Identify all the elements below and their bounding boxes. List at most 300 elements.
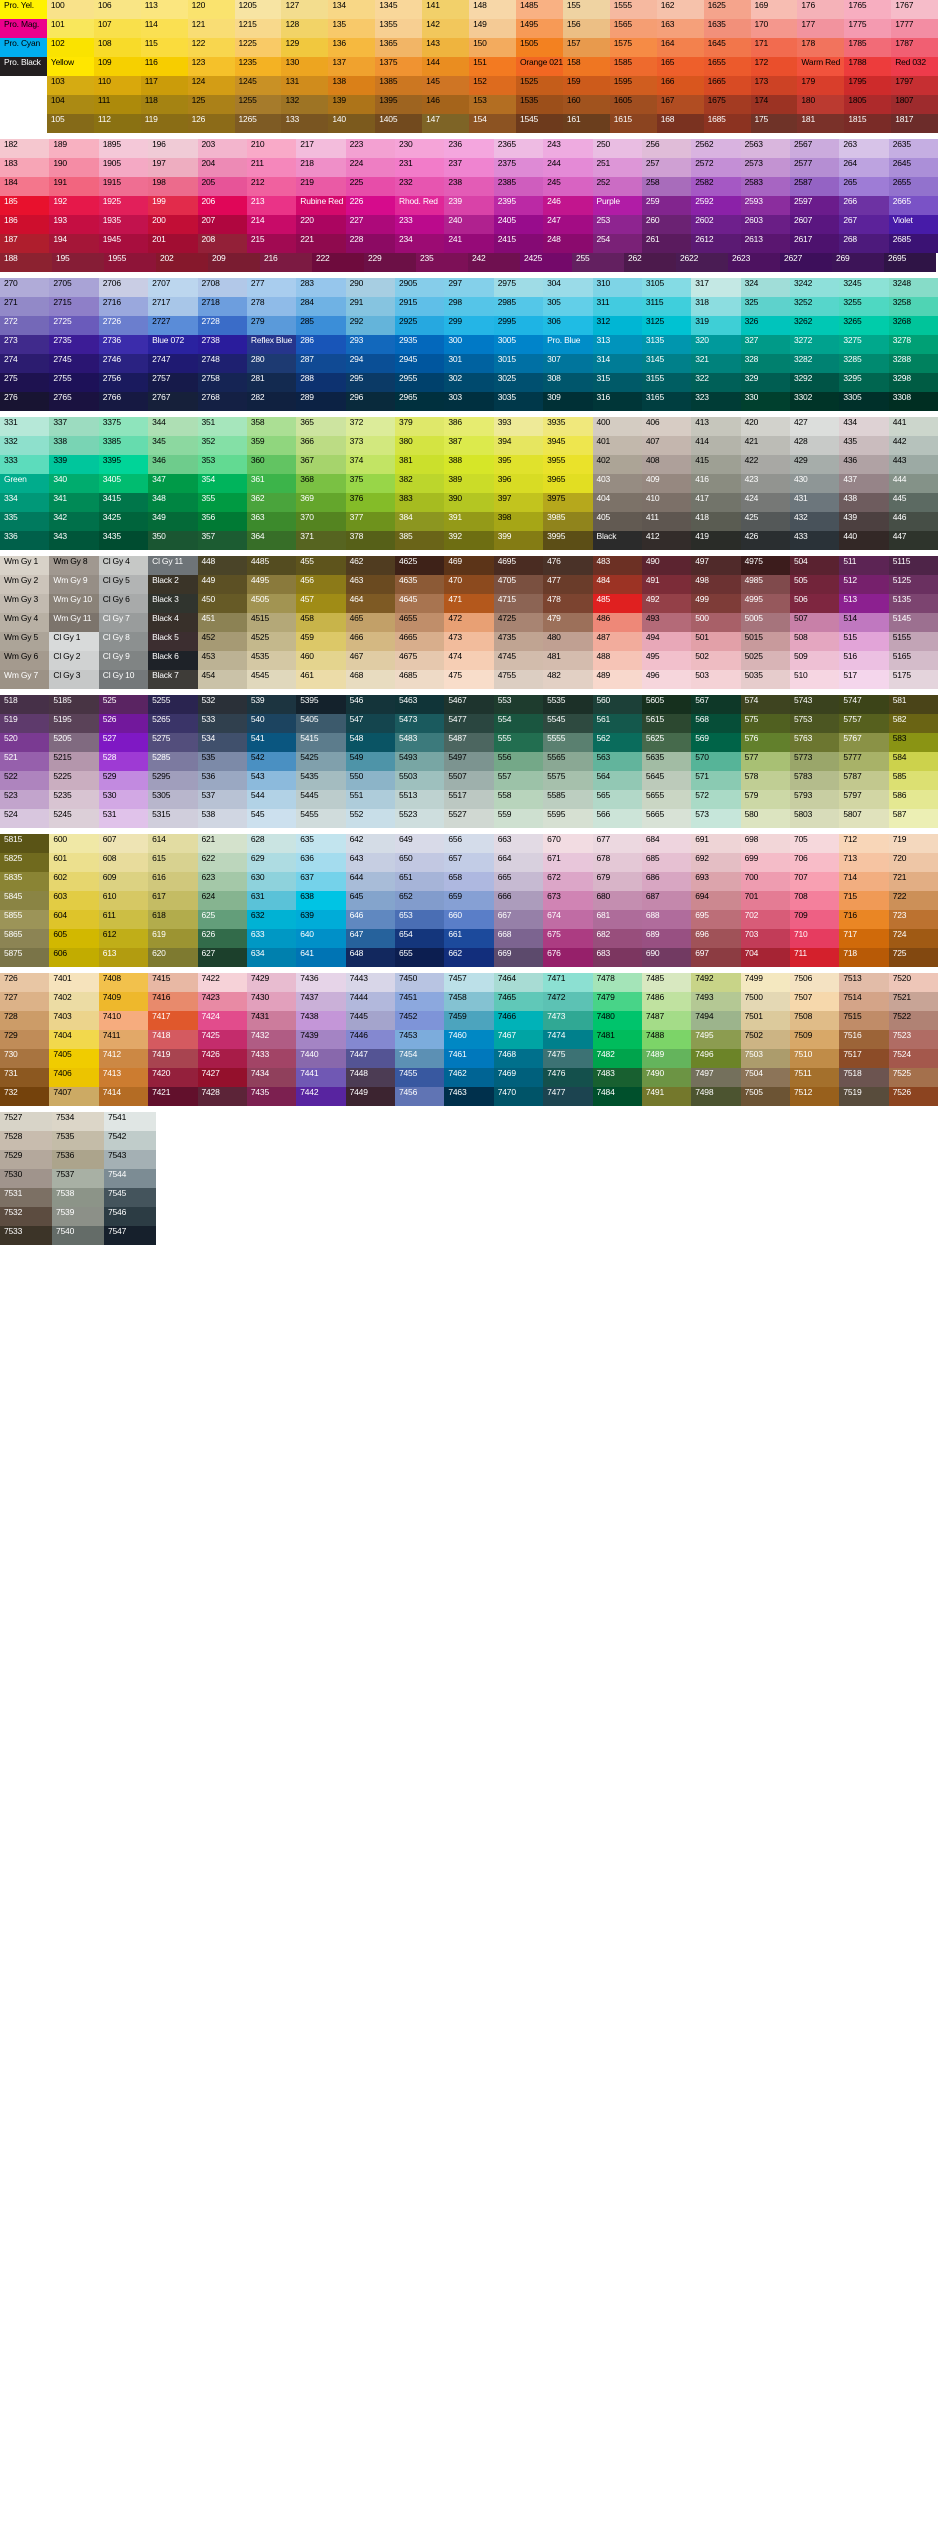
swatch-4695[interactable] <box>494 556 543 575</box>
swatch-2726[interactable] <box>99 316 148 335</box>
swatch-610[interactable] <box>99 891 148 910</box>
swatch-276[interactable] <box>0 392 49 411</box>
swatch-3975[interactable] <box>543 493 592 512</box>
swatch-7493[interactable] <box>691 992 740 1011</box>
swatch-wm-gy-7[interactable] <box>0 670 49 689</box>
swatch-299[interactable] <box>444 316 493 335</box>
swatch-423[interactable] <box>741 474 790 493</box>
swatch-7410[interactable] <box>99 1011 148 1030</box>
swatch-2736[interactable] <box>99 335 148 354</box>
swatch-490[interactable] <box>642 556 691 575</box>
swatch-297[interactable] <box>444 278 493 297</box>
swatch-3305[interactable] <box>839 392 888 411</box>
swatch-628[interactable] <box>247 834 296 853</box>
swatch-5655[interactable] <box>642 790 691 809</box>
swatch-7448[interactable] <box>346 1068 395 1087</box>
swatch-151[interactable] <box>469 57 516 76</box>
swatch-188[interactable] <box>0 253 52 272</box>
swatch-4635[interactable] <box>395 575 444 594</box>
swatch-571[interactable] <box>691 771 740 790</box>
swatch-349[interactable] <box>148 512 197 531</box>
swatch-7403[interactable] <box>49 1011 98 1030</box>
swatch-705[interactable] <box>790 834 839 853</box>
swatch-7402[interactable] <box>49 992 98 1011</box>
swatch-2945[interactable] <box>395 354 444 373</box>
swatch-168[interactable] <box>657 114 704 133</box>
swatch-3272[interactable] <box>790 335 839 354</box>
swatch-501[interactable] <box>691 632 740 651</box>
swatch-316[interactable] <box>593 392 642 411</box>
swatch-308[interactable] <box>543 373 592 392</box>
swatch-7508[interactable] <box>790 1011 839 1030</box>
swatch-352[interactable] <box>198 436 247 455</box>
swatch-7444[interactable] <box>346 992 395 1011</box>
swatch-677[interactable] <box>593 834 642 853</box>
swatch-201[interactable] <box>148 234 197 253</box>
swatch-376[interactable] <box>346 493 395 512</box>
swatch-450[interactable] <box>198 594 247 613</box>
swatch-162[interactable] <box>657 0 704 19</box>
swatch-514[interactable] <box>839 613 888 632</box>
swatch-1615[interactable] <box>610 114 657 133</box>
swatch-7429[interactable] <box>247 973 296 992</box>
swatch-268[interactable] <box>839 234 888 253</box>
swatch-696[interactable] <box>691 929 740 948</box>
swatch-7542[interactable] <box>104 1131 156 1150</box>
swatch-7544[interactable] <box>104 1169 156 1188</box>
swatch-7417[interactable] <box>148 1011 197 1030</box>
swatch-561[interactable] <box>593 714 642 733</box>
swatch-342[interactable] <box>49 512 98 531</box>
swatch-7418[interactable] <box>148 1030 197 1049</box>
swatch-645[interactable] <box>346 891 395 910</box>
swatch-173[interactable] <box>751 76 798 95</box>
swatch-7408[interactable] <box>99 973 148 992</box>
swatch-2925[interactable] <box>395 316 444 335</box>
swatch-716[interactable] <box>839 910 888 929</box>
swatch-7422[interactable] <box>198 973 247 992</box>
swatch-425[interactable] <box>741 512 790 531</box>
swatch-289[interactable] <box>296 392 345 411</box>
swatch-7513[interactable] <box>839 973 888 992</box>
swatch-459[interactable] <box>296 632 345 651</box>
swatch-1795[interactable] <box>844 76 891 95</box>
swatch-2562[interactable] <box>691 139 740 158</box>
swatch-300[interactable] <box>444 335 493 354</box>
swatch-701[interactable] <box>741 891 790 910</box>
swatch-1625[interactable] <box>704 0 751 19</box>
swatch-437[interactable] <box>839 474 888 493</box>
swatch-706[interactable] <box>790 853 839 872</box>
swatch-444[interactable] <box>889 474 938 493</box>
swatch-639[interactable] <box>296 910 345 929</box>
swatch-4675[interactable] <box>395 651 444 670</box>
swatch-7512[interactable] <box>790 1087 839 1106</box>
swatch-627[interactable] <box>198 948 247 967</box>
swatch-405[interactable] <box>593 512 642 531</box>
swatch-337[interactable] <box>49 417 98 436</box>
swatch-5513[interactable] <box>395 790 444 809</box>
swatch-2747[interactable] <box>148 354 197 373</box>
swatch-307[interactable] <box>543 354 592 373</box>
swatch-7505[interactable] <box>741 1087 790 1106</box>
swatch-4995[interactable] <box>741 594 790 613</box>
swatch-686[interactable] <box>642 872 691 891</box>
swatch-5575[interactable] <box>543 771 592 790</box>
swatch-680[interactable] <box>593 891 642 910</box>
swatch-5555[interactable] <box>543 733 592 752</box>
swatch-174[interactable] <box>751 95 798 114</box>
swatch-5477[interactable] <box>444 714 493 733</box>
swatch-570[interactable] <box>691 752 740 771</box>
swatch-3288[interactable] <box>889 354 938 373</box>
swatch-209[interactable] <box>208 253 260 272</box>
swatch-cl-gy-8[interactable] <box>99 632 148 651</box>
swatch-1405[interactable] <box>375 114 422 133</box>
swatch-7461[interactable] <box>444 1049 493 1068</box>
swatch-7525[interactable] <box>889 1068 938 1087</box>
swatch-7427[interactable] <box>198 1068 247 1087</box>
swatch-722[interactable] <box>889 891 938 910</box>
swatch-252[interactable] <box>593 177 642 196</box>
swatch-2627[interactable] <box>780 253 832 272</box>
swatch-7421[interactable] <box>148 1087 197 1106</box>
swatch-451[interactable] <box>198 613 247 632</box>
swatch-159[interactable] <box>563 76 610 95</box>
swatch-7494[interactable] <box>691 1011 740 1030</box>
swatch-2935[interactable] <box>395 335 444 354</box>
swatch-415[interactable] <box>691 455 740 474</box>
swatch-wm-gy-1[interactable] <box>0 556 49 575</box>
swatch-196[interactable] <box>148 139 197 158</box>
swatch-7416[interactable] <box>148 992 197 1011</box>
swatch-234[interactable] <box>395 234 444 253</box>
swatch-690[interactable] <box>642 948 691 967</box>
swatch-pro-black[interactable] <box>0 57 47 76</box>
swatch-216[interactable] <box>260 253 312 272</box>
swatch-442[interactable] <box>889 436 938 455</box>
swatch-wm-gy-6[interactable] <box>0 651 49 670</box>
swatch-7407[interactable] <box>49 1087 98 1106</box>
swatch-721[interactable] <box>889 872 938 891</box>
swatch-2587[interactable] <box>790 177 839 196</box>
swatch-7466[interactable] <box>494 1011 543 1030</box>
swatch-7539[interactable] <box>52 1207 104 1226</box>
swatch-138[interactable] <box>328 76 375 95</box>
swatch-4755[interactable] <box>494 670 543 689</box>
swatch-367[interactable] <box>296 455 345 474</box>
swatch-5625[interactable] <box>642 733 691 752</box>
swatch-5285[interactable] <box>148 752 197 771</box>
swatch-473[interactable] <box>444 632 493 651</box>
swatch-1655[interactable] <box>704 57 751 76</box>
swatch-7460[interactable] <box>444 1030 493 1049</box>
swatch-2617[interactable] <box>790 234 839 253</box>
swatch-474[interactable] <box>444 651 493 670</box>
swatch-580[interactable] <box>741 809 790 828</box>
swatch-491[interactable] <box>642 575 691 594</box>
swatch-7501[interactable] <box>741 1011 790 1030</box>
swatch-245[interactable] <box>543 177 592 196</box>
swatch-3245[interactable] <box>839 278 888 297</box>
swatch-black-5[interactable] <box>148 632 197 651</box>
swatch-3298[interactable] <box>889 373 938 392</box>
swatch-1805[interactable] <box>844 95 891 114</box>
swatch-7467[interactable] <box>494 1030 543 1049</box>
swatch-7455[interactable] <box>395 1068 444 1087</box>
swatch-194[interactable] <box>49 234 98 253</box>
swatch-603[interactable] <box>49 891 98 910</box>
swatch-426[interactable] <box>741 531 790 550</box>
swatch-2602[interactable] <box>691 215 740 234</box>
swatch-7502[interactable] <box>741 1030 790 1049</box>
swatch-260[interactable] <box>642 215 691 234</box>
swatch-317[interactable] <box>691 278 740 297</box>
swatch-331[interactable] <box>0 417 49 436</box>
swatch-167[interactable] <box>657 95 704 114</box>
swatch-222[interactable] <box>312 253 364 272</box>
swatch-5665[interactable] <box>642 809 691 828</box>
swatch-372[interactable] <box>346 417 395 436</box>
swatch-7420[interactable] <box>148 1068 197 1087</box>
swatch-3302[interactable] <box>790 392 839 411</box>
swatch-178[interactable] <box>797 38 844 57</box>
swatch-155[interactable] <box>563 0 610 19</box>
swatch-5473[interactable] <box>395 714 444 733</box>
swatch-719[interactable] <box>889 834 938 853</box>
swatch-707[interactable] <box>790 872 839 891</box>
swatch-2645[interactable] <box>889 158 938 177</box>
swatch-295[interactable] <box>346 373 395 392</box>
swatch-7535[interactable] <box>52 1131 104 1150</box>
swatch-600[interactable] <box>49 834 98 853</box>
swatch-657[interactable] <box>444 853 493 872</box>
swatch-wm-gy-4[interactable] <box>0 613 49 632</box>
swatch-653[interactable] <box>395 910 444 929</box>
swatch-5743[interactable] <box>790 695 839 714</box>
swatch-217[interactable] <box>296 139 345 158</box>
swatch-wm-gy-3[interactable] <box>0 594 49 613</box>
swatch-1485[interactable] <box>516 0 563 19</box>
swatch-258[interactable] <box>642 177 691 196</box>
swatch-5803[interactable] <box>790 809 839 828</box>
swatch-702[interactable] <box>741 910 790 929</box>
swatch-243[interactable] <box>543 139 592 158</box>
swatch-693[interactable] <box>691 872 740 891</box>
swatch-4975[interactable] <box>741 556 790 575</box>
swatch-293[interactable] <box>346 335 395 354</box>
swatch-7415[interactable] <box>148 973 197 992</box>
swatch-7437[interactable] <box>296 992 345 1011</box>
swatch-152[interactable] <box>469 76 516 95</box>
swatch-710[interactable] <box>790 929 839 948</box>
swatch-2728[interactable] <box>198 316 247 335</box>
swatch-163[interactable] <box>657 19 704 38</box>
swatch-7439[interactable] <box>296 1030 345 1049</box>
swatch-730[interactable] <box>0 1049 49 1068</box>
swatch-709[interactable] <box>790 910 839 929</box>
swatch-697[interactable] <box>691 948 740 967</box>
swatch-346[interactable] <box>148 455 197 474</box>
swatch-687[interactable] <box>642 891 691 910</box>
swatch-204[interactable] <box>198 158 247 177</box>
swatch-185[interactable] <box>0 196 49 215</box>
swatch-2706[interactable] <box>99 278 148 297</box>
swatch-256[interactable] <box>642 139 691 158</box>
swatch-394[interactable] <box>494 436 543 455</box>
swatch-248[interactable] <box>543 234 592 253</box>
swatch-578[interactable] <box>741 771 790 790</box>
swatch-yellow[interactable] <box>47 57 94 76</box>
swatch-5445[interactable] <box>296 790 345 809</box>
swatch-5295[interactable] <box>148 771 197 790</box>
swatch-617[interactable] <box>148 891 197 910</box>
swatch-481[interactable] <box>543 651 592 670</box>
swatch-427[interactable] <box>790 417 839 436</box>
swatch-120[interactable] <box>188 0 235 19</box>
swatch-7489[interactable] <box>642 1049 691 1068</box>
swatch-642[interactable] <box>346 834 395 853</box>
swatch-violet[interactable] <box>889 215 938 234</box>
swatch-4525[interactable] <box>247 632 296 651</box>
swatch-296[interactable] <box>346 392 395 411</box>
swatch-5425[interactable] <box>296 752 345 771</box>
swatch-2583[interactable] <box>741 177 790 196</box>
swatch-5503[interactable] <box>395 771 444 790</box>
swatch-5435[interactable] <box>296 771 345 790</box>
swatch-7442[interactable] <box>296 1087 345 1106</box>
swatch-2563[interactable] <box>741 139 790 158</box>
swatch-630[interactable] <box>247 872 296 891</box>
swatch-572[interactable] <box>691 790 740 809</box>
swatch-5527[interactable] <box>444 809 493 828</box>
swatch-182[interactable] <box>0 139 49 158</box>
swatch-340[interactable] <box>49 474 98 493</box>
swatch-420[interactable] <box>741 417 790 436</box>
swatch-652[interactable] <box>395 891 444 910</box>
swatch-7474[interactable] <box>543 1030 592 1049</box>
swatch-128[interactable] <box>281 19 328 38</box>
swatch-7480[interactable] <box>593 1011 642 1030</box>
swatch-607[interactable] <box>99 834 148 853</box>
swatch-7483[interactable] <box>593 1068 642 1087</box>
swatch-5463[interactable] <box>395 695 444 714</box>
swatch-527[interactable] <box>99 733 148 752</box>
swatch-7519[interactable] <box>839 1087 888 1106</box>
swatch-553[interactable] <box>494 695 543 714</box>
swatch-2582[interactable] <box>691 177 740 196</box>
swatch-empty[interactable] <box>0 114 47 133</box>
swatch-7457[interactable] <box>444 973 493 992</box>
swatch-7482[interactable] <box>593 1049 642 1068</box>
swatch-492[interactable] <box>642 594 691 613</box>
swatch-542[interactable] <box>247 752 296 771</box>
swatch-2757[interactable] <box>148 373 197 392</box>
swatch-5783[interactable] <box>790 771 839 790</box>
swatch-160[interactable] <box>563 95 610 114</box>
swatch-404[interactable] <box>593 493 642 512</box>
swatch-496[interactable] <box>642 670 691 689</box>
swatch-2623[interactable] <box>728 253 780 272</box>
swatch-666[interactable] <box>494 891 543 910</box>
swatch-358[interactable] <box>247 417 296 436</box>
swatch-7497[interactable] <box>691 1068 740 1087</box>
swatch-7537[interactable] <box>52 1169 104 1188</box>
swatch-414[interactable] <box>691 436 740 455</box>
swatch-2655[interactable] <box>889 177 938 196</box>
swatch-7424[interactable] <box>198 1011 247 1030</box>
swatch-7464[interactable] <box>494 973 543 992</box>
swatch-467[interactable] <box>346 651 395 670</box>
swatch-7504[interactable] <box>741 1068 790 1087</box>
swatch-355[interactable] <box>198 493 247 512</box>
swatch-2975[interactable] <box>494 278 543 297</box>
swatch-224[interactable] <box>346 158 395 177</box>
swatch-3005[interactable] <box>494 335 543 354</box>
swatch-111[interactable] <box>94 95 141 114</box>
swatch-275[interactable] <box>0 373 49 392</box>
swatch-212[interactable] <box>247 177 296 196</box>
swatch-284[interactable] <box>296 297 345 316</box>
swatch-126[interactable] <box>188 114 235 133</box>
swatch-101[interactable] <box>47 19 94 38</box>
swatch-732[interactable] <box>0 1087 49 1106</box>
swatch-5585[interactable] <box>543 790 592 809</box>
swatch-371[interactable] <box>296 531 345 550</box>
swatch-cl-gy-1[interactable] <box>49 632 98 651</box>
swatch-554[interactable] <box>494 714 543 733</box>
swatch-130[interactable] <box>281 57 328 76</box>
swatch-5155[interactable] <box>889 632 938 651</box>
swatch-438[interactable] <box>839 493 888 512</box>
swatch-649[interactable] <box>395 834 444 853</box>
swatch-1925[interactable] <box>99 196 148 215</box>
swatch-556[interactable] <box>494 752 543 771</box>
swatch-2765[interactable] <box>49 392 98 411</box>
swatch-250[interactable] <box>593 139 642 158</box>
swatch-203[interactable] <box>198 139 247 158</box>
swatch-3955[interactable] <box>543 455 592 474</box>
swatch-511[interactable] <box>839 556 888 575</box>
swatch-714[interactable] <box>839 872 888 891</box>
swatch-5807[interactable] <box>839 809 888 828</box>
swatch-5455[interactable] <box>296 809 345 828</box>
swatch-3135[interactable] <box>642 335 691 354</box>
swatch-2718[interactable] <box>198 297 247 316</box>
swatch-347[interactable] <box>148 474 197 493</box>
swatch-cl-gy-10[interactable] <box>99 670 148 689</box>
swatch-461[interactable] <box>296 670 345 689</box>
swatch-177[interactable] <box>797 19 844 38</box>
swatch-7428[interactable] <box>198 1087 247 1106</box>
swatch-7507[interactable] <box>790 992 839 1011</box>
swatch-wm-gy-8[interactable] <box>49 556 98 575</box>
swatch-665[interactable] <box>494 872 543 891</box>
swatch-7520[interactable] <box>889 973 938 992</box>
swatch-601[interactable] <box>49 853 98 872</box>
swatch-7456[interactable] <box>395 1087 444 1106</box>
swatch-3025[interactable] <box>494 373 543 392</box>
swatch-3935[interactable] <box>543 417 592 436</box>
swatch-7425[interactable] <box>198 1030 247 1049</box>
swatch-2705[interactable] <box>49 278 98 297</box>
swatch-rhod-red[interactable] <box>395 196 444 215</box>
swatch-469[interactable] <box>444 556 493 575</box>
swatch-1525[interactable] <box>516 76 563 95</box>
swatch-684[interactable] <box>642 834 691 853</box>
swatch-5415[interactable] <box>296 733 345 752</box>
swatch-7423[interactable] <box>198 992 247 1011</box>
